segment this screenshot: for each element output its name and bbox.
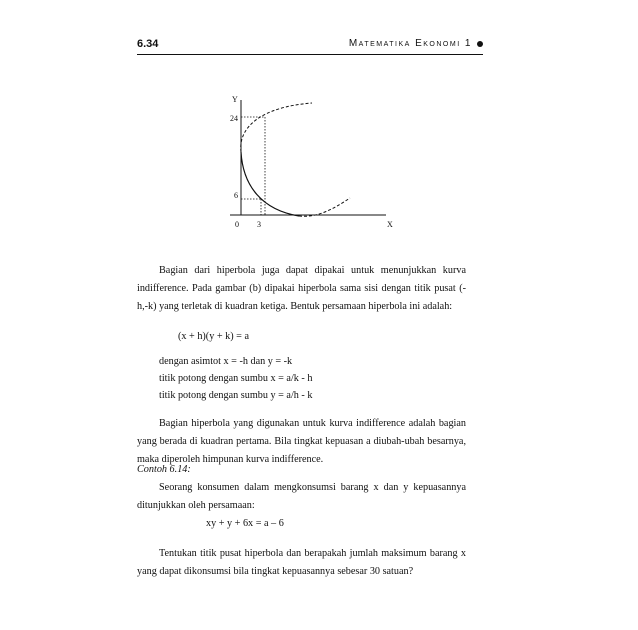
x-intercept-line: titik potong dengan sumbu x = a/k - h: [159, 373, 313, 384]
paragraph-2: [137, 415, 466, 469]
hyperbola-graph: [220, 88, 410, 233]
paragraph-1: [137, 262, 466, 316]
hyperbola-upper-dashed: [241, 103, 312, 152]
book-title: Matematika Ekonomi 1: [348, 38, 472, 49]
y-intercept-line: titik potong dengan sumbu y = a/h - k: [159, 390, 313, 401]
example-equation: xy + y + 6x = a – 6: [206, 518, 284, 529]
example-title: Contoh 6.14:: [137, 464, 191, 475]
paragraph-2-text: Bagian hiperbola yang digunakan untuk kurva indifference adalah bagian yang berada di kuadran pertama. Bila tingkat kepuasan a diubah-ubah besarnya, maka diperoleh himpunan kurva indifference.: [137, 418, 466, 465]
page-number: 6.34: [137, 38, 159, 50]
x-axis-label: X: [387, 220, 393, 229]
hyperbola-lower-dashed: [299, 198, 350, 216]
question-text: Tentukan titik pusat hiperbola dan berapakah jumlah maksimum barang x yang dapat dikonsumsi bila tingkat kepuasannya sebesar 30 satuan?: [137, 548, 466, 577]
equation: (x + h)(y + k) = a: [178, 331, 249, 342]
y-tick-24: 24: [230, 114, 238, 123]
example-text: Seorang konsumen dalam mengkonsumsi barang x dan y kepuasannya ditunjukkan oleh persamaan:: [137, 482, 466, 511]
example-paragraph: [137, 479, 466, 515]
y-axis-label: Y: [232, 95, 238, 104]
question-paragraph: [137, 545, 466, 581]
origin-label: 0: [235, 220, 239, 229]
paragraph-1-text: Bagian dari hiperbola juga dapat dipakai untuk menunjukkan kurva indifference. Pada gambar (b) dipakai hiperbola sama sisi dengan titik pusat (-h,-k) yang terletak di kuadran ketiga. Bentuk persamaan hiperbola ini adalah:: [137, 265, 466, 312]
header-rule: [137, 54, 483, 55]
bullet-icon: [477, 41, 483, 47]
y-tick-6: 6: [234, 191, 238, 200]
x-tick-3: 3: [257, 220, 261, 229]
asymptote-line: dengan asimtot x = -h dan y = -k: [159, 356, 293, 367]
hyperbola-curve: [241, 152, 299, 216]
